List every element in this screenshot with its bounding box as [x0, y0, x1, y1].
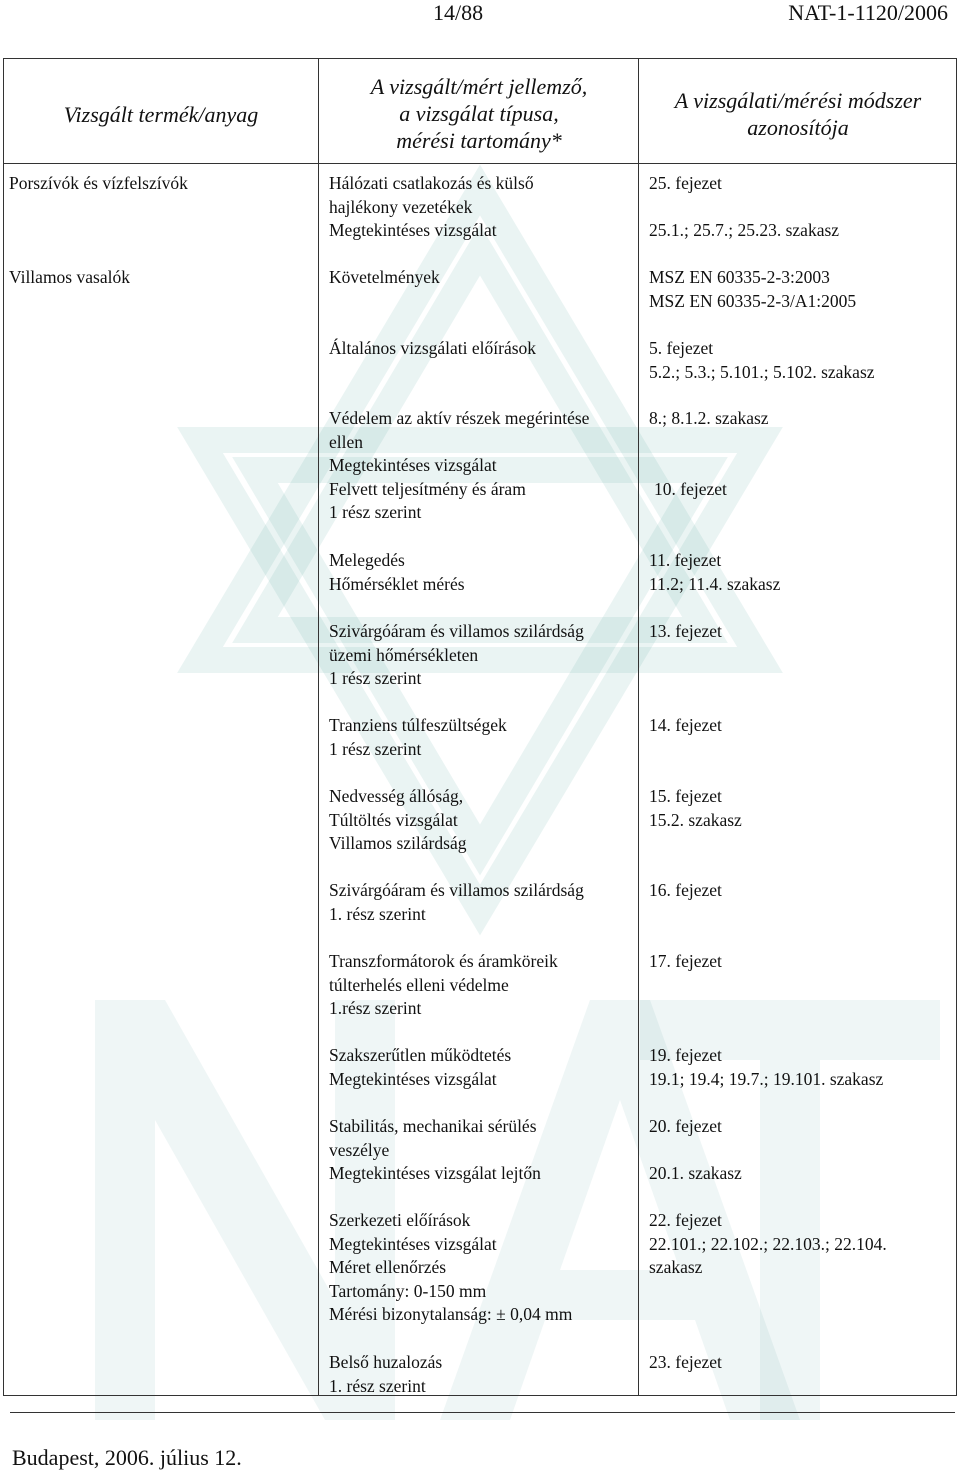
text-line: 1. rész szerint — [329, 1375, 426, 1396]
characteristic-block — [329, 1044, 511, 1091]
text-line: 22.101.; 22.102.; 22.103.; 22.104. — [649, 1233, 887, 1254]
header-characteristic — [320, 73, 638, 154]
product-name: Villamos vasalók — [9, 267, 130, 287]
header-divider — [4, 163, 956, 164]
text-line: Megtekintéses vizsgálat — [329, 220, 497, 241]
method-block — [649, 879, 722, 903]
column-divider — [318, 59, 319, 1395]
text-line: Felvett teljesítmény és áram — [329, 478, 526, 499]
text-line: 20.1. szakasz — [649, 1163, 742, 1183]
text-line: Méret ellenőrzés — [329, 1257, 447, 1278]
characteristic-block — [329, 714, 507, 761]
header-product: Vizsgált termék/anyag — [63, 102, 259, 127]
text-line: Túltöltés vizsgálat — [329, 809, 458, 830]
text-line: 1 rész szerint — [329, 502, 422, 523]
header-line: A vizsgálati/mérési módszer — [674, 88, 922, 113]
accreditation-table — [3, 58, 957, 1396]
text-line: 11.2; 11.4. szakasz — [649, 573, 781, 594]
method-block — [649, 1115, 722, 1139]
method-block — [649, 1351, 722, 1375]
header-line: a vizsgálat típusa, — [399, 101, 559, 126]
page-number: 14/88 — [433, 0, 484, 25]
text-line: Hőmérséklet mérés — [329, 573, 465, 594]
text-line: 20. fejezet — [649, 1116, 722, 1136]
text-line: 1 rész szerint — [329, 668, 422, 689]
text-line: Szakszerűtlen működtetés — [329, 1045, 512, 1065]
header-line: A vizsgált/mért jellemző, — [370, 74, 588, 99]
method-block — [649, 1209, 887, 1280]
document-code: NAT-1-1120/2006 — [788, 0, 948, 25]
text-line: Szerkezeti előírások — [329, 1210, 471, 1230]
text-line: 1 rész szerint — [329, 738, 422, 759]
text-line: Transzformátorok és áramköreik — [329, 951, 558, 971]
footer-rule — [10, 1412, 955, 1413]
text-line: MSZ EN 60335-2-3:2003 — [649, 267, 830, 287]
product-name: Porszívók és vízfelszívók — [9, 173, 188, 193]
method-block — [649, 172, 722, 196]
text-line: Nedvesség állóság, — [329, 786, 464, 806]
text-line: Szivárgóáram és villamos szilárdság — [329, 621, 584, 641]
text-line: hajlékony vezetékek — [329, 196, 473, 217]
text-line: Megtekintéses vizsgálat lejtőn — [329, 1163, 541, 1184]
text-line: veszélye — [329, 1139, 390, 1160]
characteristic-block — [329, 950, 558, 1021]
text-line: 23. fejezet — [649, 1352, 722, 1372]
text-line: Mérési bizonytalanság: ± 0,04 mm — [329, 1304, 573, 1325]
text-line: túlterhelés elleni védelme — [329, 974, 509, 995]
header-method — [640, 87, 956, 141]
text-line: szakasz — [649, 1257, 703, 1278]
text-line: 11. fejezet — [649, 550, 722, 570]
text-line: Védelem az aktív részek megérintése — [329, 408, 590, 428]
text-line: 22. fejezet — [649, 1210, 722, 1230]
method-block — [649, 1044, 883, 1091]
text-line: 5.2.; 5.3.; 5.101.; 5.102. szakasz — [649, 361, 875, 382]
method-block — [649, 549, 780, 596]
text-line: Megtekintéses vizsgálat — [329, 1068, 497, 1089]
characteristic-block — [329, 407, 589, 525]
text-line: Tranziens túlfeszültségek — [329, 715, 507, 735]
method-block — [654, 478, 727, 502]
text-line: Tartomány: 0-150 mm — [329, 1280, 487, 1301]
text-line: 25.1.; 25.7.; 25.23. szakasz — [649, 220, 840, 240]
method-block — [649, 950, 722, 974]
text-line: Megtekintéses vizsgálat — [329, 455, 497, 476]
text-line: Melegedés — [329, 550, 405, 570]
text-line: Belső huzalozás — [329, 1352, 443, 1372]
footer-place-date: Budapest, 2006. július 12. — [12, 1445, 242, 1470]
characteristic-block — [329, 337, 536, 361]
characteristic-block — [329, 620, 584, 691]
text-line: 19.1; 19.4; 19.7.; 19.101. szakasz — [649, 1068, 884, 1089]
characteristic-block — [329, 1351, 442, 1398]
text-line: 8.; 8.1.2. szakasz — [649, 408, 769, 428]
text-line: 10. fejezet — [654, 479, 727, 499]
text-line: Általános vizsgálati előírások — [329, 338, 537, 358]
method-block — [649, 407, 769, 431]
text-line: 13. fejezet — [649, 621, 722, 641]
text-line: Megtekintéses vizsgálat — [329, 1233, 497, 1254]
text-line: 1.rész szerint — [329, 998, 422, 1019]
characteristic-block — [329, 172, 534, 243]
method-block — [649, 1162, 742, 1186]
method-block — [649, 785, 742, 832]
text-line: ellen — [329, 431, 364, 452]
characteristic-block — [329, 879, 584, 926]
method-block — [649, 219, 839, 243]
text-line: 25. fejezet — [649, 173, 722, 193]
text-line: Hálózati csatlakozás és külső — [329, 173, 534, 193]
text-line: Követelmények — [329, 267, 440, 287]
characteristic-block — [329, 1115, 541, 1186]
text-line: 16. fejezet — [649, 880, 722, 900]
characteristic-block — [329, 785, 466, 856]
text-line: Szivárgóáram és villamos szilárdság — [329, 880, 584, 900]
method-block — [649, 620, 722, 644]
text-line: 5. fejezet — [649, 338, 714, 358]
text-line: 15. fejezet — [649, 786, 722, 806]
text-line: 1. rész szerint — [329, 903, 426, 924]
header-line: azonosítója — [747, 115, 849, 140]
text-line: MSZ EN 60335-2-3/A1:2005 — [649, 290, 857, 311]
text-line: üzemi hőmérsékleten — [329, 644, 479, 665]
text-line: Stabilitás, mechanikai sérülés — [329, 1116, 537, 1136]
text-line: 19. fejezet — [649, 1045, 722, 1065]
characteristic-block — [329, 549, 465, 596]
text-line: 17. fejezet — [649, 951, 722, 971]
method-block — [649, 266, 856, 313]
characteristic-block — [329, 1209, 572, 1327]
text-line: 14. fejezet — [649, 715, 722, 735]
column-divider — [638, 59, 639, 1395]
text-line: 15.2. szakasz — [649, 809, 742, 830]
text-line: Villamos szilárdság — [329, 833, 467, 854]
header-line: mérési tartomány* — [396, 128, 562, 153]
method-block — [649, 714, 722, 738]
method-block — [649, 337, 875, 384]
characteristic-block — [329, 266, 440, 290]
